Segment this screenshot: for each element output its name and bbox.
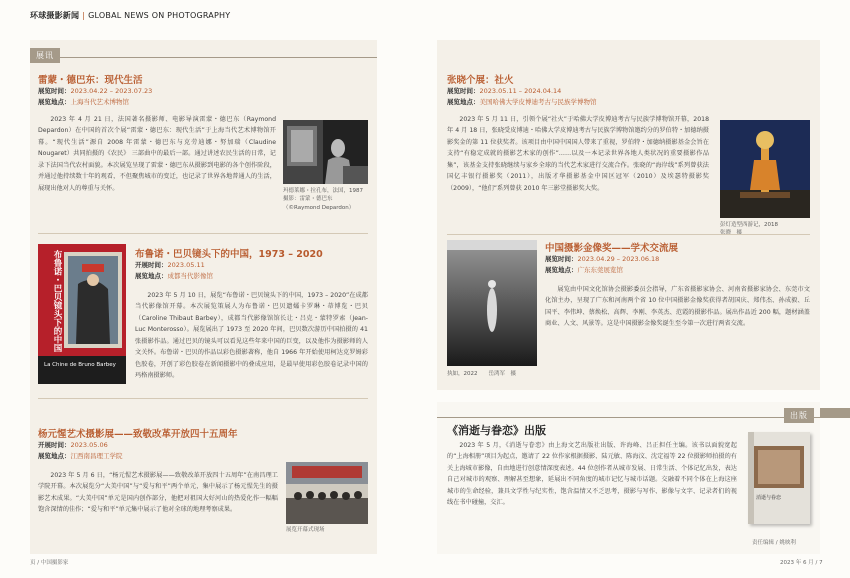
article-4-date-value: 2023.05.11 – 2024.04.14 — [479, 87, 562, 95]
article-3-title: 杨元惺艺术摄影展——致敬改革开放四十五周年 — [38, 429, 238, 440]
section-rule-left — [30, 57, 377, 58]
article-5-place-label: 展览地点： — [545, 266, 578, 274]
article-2-place-label: 展览地点： — [135, 272, 168, 280]
book-cover — [748, 432, 810, 524]
article-4-title: 张晓个展：社火 — [447, 75, 514, 86]
photo-bw-woman-window — [283, 120, 368, 184]
article-1-date-value: 2023.04.22 – 2023.07.23 — [70, 87, 153, 95]
article-3-body: 2023 年 5 月 6 日，“杨元惺艺术摄影展——致敬改革开放四十五周年”在南昌理工学院开幕。本次展览分“大美中国”与“爱与和平”两个单元，集中展示了杨元惺先生的摄影艺术成果。“大美中国”单元是国内创作部分，他把对祖国大好河山的热爱化作一幅幅饱含深情的佳作；“爱与和平”单元集中展示了他对全球的地理考察成果。 — [38, 472, 278, 514]
article-1-body: 2023 年 4 月 21 日，法国著名摄影师、电影导演雷蒙・德巴东（Raymond Depardon）在中国的首次个展“雷蒙・德巴东：现代生活”于上海当代艺术博物馆开幕。“现代生活”源自 2008 年雷蒙・德巴东与克劳迪娜・努加瑞（Claudine Nougaret）共同拍摄的《农民》 三部曲中的最后一部。通过讲述农民生活的日常，记录下法国当代农村面貌。本次展览呈现了雷蒙・德巴东从摄影到电影的各个创作阶段，并通过他持续数十年的观看，不但聚焦城市的变迁，也记录了世界各地普通人的生活，展现出他对人的尊重与关怀。 — [38, 116, 276, 192]
article-1-place-value: 上海当代艺术博物馆 — [70, 98, 129, 106]
article-1-caption — [283, 187, 373, 212]
article-2-poster — [38, 244, 126, 384]
publication-body: 2023 年 5 月，《消逝与眷恋》由上海文艺出版社出版、许海峰、吕正担任主编。该书以面貌宽起的“上海相册”项目为起点，邀请了 22 位作家根据摄影、陆元敏、陈海汶、沈定福等 22 位摄影师拍摄的有关上海城市影像，自由地进行创意情深度表述。44 位创作者从城市发展、日常生活、个体记忆出发，表达自己对城市的观察、理解甚至想象，延展出不同角度的城市记忆与城市话题。交融着不同个体在上海这座城市的生命经验，兼具文学性与纪实性，饱含温情又不乏思考，摄影与写作、影像与文字、记录者们的视线在书中碰撞，交汇。 — [447, 442, 737, 507]
article-5-date-label: 展览时间： — [545, 255, 578, 263]
article-2-date — [135, 260, 205, 269]
section-tag-publications: 出版 — [784, 408, 814, 423]
article-4-date — [447, 86, 561, 95]
article-2-place — [135, 271, 213, 280]
article-4-photo — [720, 120, 810, 218]
article-4-caption-line-1: 彭灯造型西游记，2018 — [720, 222, 778, 228]
section-tag-exhibitions: 展讯 — [30, 48, 60, 63]
poster-title: 布鲁诺・巴贝镜头下的中国 — [52, 250, 62, 352]
article-3-place — [38, 451, 123, 460]
book-cover-title: 消逝与眷恋 — [756, 495, 782, 501]
book-cover-art — [748, 432, 810, 524]
article-5-place-value: 广东东莞展览馆 — [577, 266, 623, 274]
masthead-brand: 环球摄影新闻 — [30, 11, 80, 20]
article-1-photo — [283, 120, 368, 184]
divider — [447, 234, 810, 235]
article-2-title: 布鲁诺・巴贝镜头下的中国，1973 – 2020 — [135, 249, 323, 260]
article-1-date-label: 展览时间： — [38, 87, 71, 95]
article-5-body: 展览由中国文化馆协会摄影委员会指导，广东省摄影家协会、河南省摄影家协会、东莞市文化馆主办，呈现了广东和河南两个省 10 位中国摄影金像奖获得者胡国庆、郑伟杰、孙成毅、丘国平、李伟坤、蔡焕松、高辉、李刚、李英杰、范霞的摄影作品。展出作品近 200 幅，题材涵盖商业、人文、风景等。这是中国摄影金像奖诞生至今第一次进行两省交流。 — [545, 286, 810, 328]
article-4-date-label: 展览时间： — [447, 87, 480, 95]
masthead-subtitle: GLOBAL NEWS ON PHOTOGRAPHY — [88, 11, 231, 20]
article-1-caption-line-2: 摄影：雷蒙・德巴东 — [283, 196, 333, 203]
article-4-caption — [720, 221, 810, 238]
article-3-date — [38, 440, 108, 449]
article-3-place-value: 江西南昌理工学院 — [70, 452, 123, 460]
masthead-separator: | — [82, 11, 86, 20]
article-3-date-label: 开展时间： — [38, 441, 71, 449]
article-2-body: 2023 年 5 月 10 日，展览“布鲁诺・巴贝镜头下的中国，1973 – 2020”在成都当代影像馆开幕。本次展览策展人为布鲁诺・巴贝遗孀卡罗琳・蒂博览・巴贝（Caroline Thibaut Barbey），成都当代影像馆馆长让・吕克・蒙特罗索（Jean-Luc Monterosso）。展览展出了 1973 至 2020 年间，巴贝数次游历中国拍摄的 41 张摄影作品。通过巴贝的镜头可以看见这些年来中国的巨变，以及他作为摄影师的人文关怀。布鲁诺・巴贝的作品以彩色摄影著称，他自 1966 年开始使用柯达克罗姆彩色胶卷，开创了彩色胶卷在新闻摄影中的叠成应用，是最早使用彩色胶卷记录中国的玛格南摄影师。 — [135, 292, 368, 380]
divider — [38, 233, 368, 234]
article-5-caption: 执如，2022 岳鸿军 摄 — [447, 371, 516, 377]
article-1-place — [38, 97, 129, 106]
article-5-date — [545, 254, 659, 263]
masthead — [30, 10, 230, 21]
poster-subtitle: La Chine de Bruno Barbey — [44, 362, 116, 368]
article-4-place — [447, 97, 597, 106]
section-tag-tail — [820, 408, 850, 418]
photo-swimmer-underwater — [447, 240, 537, 366]
photo-ceremony-crowd — [286, 462, 368, 524]
article-1-title: 雷蒙・德巴东：现代生活 — [38, 75, 143, 86]
article-2-place-value: 成都当代影像馆 — [167, 272, 213, 280]
article-5-photo — [447, 240, 537, 366]
article-3-caption: 展览开幕式现场 — [286, 527, 325, 533]
article-2-date-value: 2023.05.11 — [167, 261, 205, 269]
article-5-title: 中国摄影金像奖——学术交流展 — [545, 243, 679, 254]
article-4-place-value: 美国哈佛大学皮博迪考古与民族学博物馆 — [479, 98, 597, 106]
article-2-date-label: 开展时间： — [135, 261, 168, 269]
photo-night-lantern-figure — [720, 120, 810, 218]
article-5-date-value: 2023.04.29 – 2023.06.18 — [577, 255, 660, 263]
footer-left: 页 / 中国摄影家 — [30, 560, 69, 566]
divider — [38, 398, 368, 399]
article-5-place — [545, 265, 623, 274]
article-3-place-label: 展览地点： — [38, 452, 71, 460]
article-4-place-label: 展览地点： — [447, 98, 480, 106]
article-3-date-value: 2023.05.06 — [70, 441, 108, 449]
publication-title: 《消逝与眷恋》出版 — [447, 424, 546, 437]
article-1-date — [38, 86, 152, 95]
article-3-photo — [286, 462, 368, 524]
article-4-body: 2023 年 5 月 11 日，引领个展“社火”于哈佛大学皮博迪考古与民族学博物馆开幕，2018 年 4 月 18 日，张晓受皮博迪・哈佛大学皮博迪考古与民族学博物馆邀约分的罗伯特・加德纳摄影奖金的第 11 位获奖者。该项目由中国中国国人带来了重视，罗伯特・加德纳摄影基金会旨在支持“有稳定成就的摄影艺术家的创作”……以及一本记录世界各地人类状况的重要摄影作品集”，该基金支持张晓继续与家乡全球的当代艺术家进行交流合作。张晓的“海岸线”系列曾获法国亿丰银行摄影奖（2011），出版才华摄影基金中国区冠军（2010）及埃瑟特摄影奖（2009），“他们”系列曾获 2010 年三影堂摄影奖大奖。 — [447, 116, 709, 192]
article-1-place-label: 展览地点： — [38, 98, 71, 106]
article-1-caption-line-3: （©Raymond Depardon） — [283, 204, 355, 211]
article-1-caption-line-1: 玛德莱娜・拉孔布，法国，1987 — [283, 188, 363, 194]
footer-right: 2023 年 6 月 / 7 — [780, 560, 823, 566]
footer-credit: 责任编辑 / 姚映利 — [752, 540, 796, 546]
